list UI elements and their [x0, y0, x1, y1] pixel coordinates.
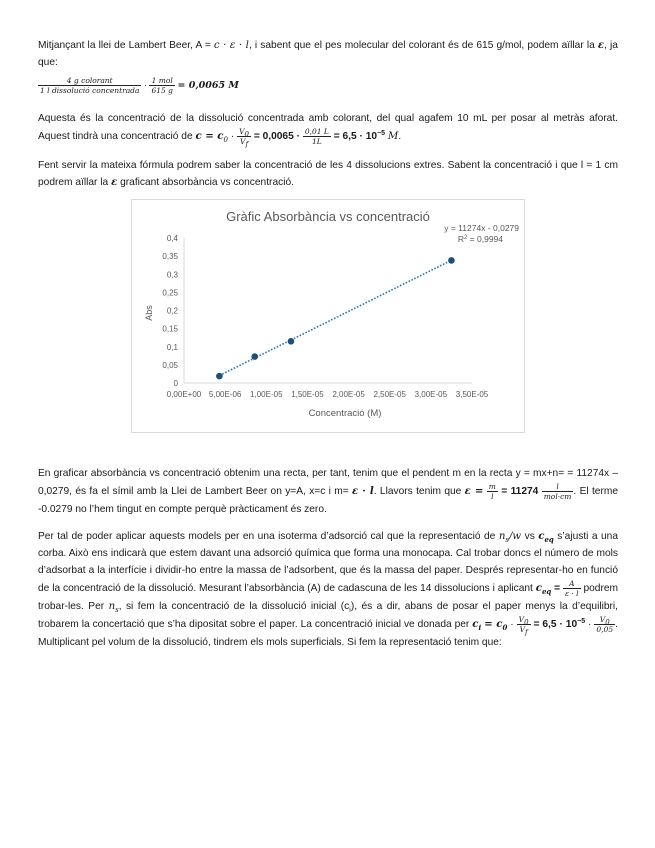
- x-tick-label: 1,50E-05: [291, 390, 324, 399]
- data-point: [448, 257, 455, 264]
- data-point: [216, 373, 223, 380]
- x-tick-label: 5,00E-06: [208, 390, 242, 399]
- y-tick-label: 0,4: [166, 234, 178, 243]
- equation-concentration: $\frac{\text{4 g colorant}}{\text{1 l dissolució concentrada}}$ · $\frac{\text{1 mol}}{615 g}$ = 0,0065 M: [40, 76, 239, 95]
- x-tick-label: 3,50E-05: [455, 390, 489, 399]
- y-tick-label: 0: [173, 379, 178, 388]
- data-point: [251, 353, 258, 360]
- trendline-equation: y = 11274x - 0,0279: [444, 223, 519, 233]
- y-tick-label: 0,2: [166, 306, 178, 316]
- fraction-a-over-eps-l: $\frac{A}{\varepsilon \cdot l}$: [565, 579, 579, 598]
- y-tick-label: 0,05: [162, 360, 178, 370]
- data-point: [288, 338, 295, 345]
- x-axis-label: Concentració (M): [308, 408, 382, 419]
- fraction-mol-per-g: $\frac{\text{1 mol}}{615 g}$: [151, 76, 173, 95]
- x-tick-label: 1,00E-05: [250, 390, 283, 399]
- paragraph-adsorption: Per tal de poder aplicar aquests models per en una isoterma d’adsorció cal que la representació de $n_s/w$ vs $c_{eq}$ s’ajusti a una corba. Això ens indicarà que estem davant una adsorció química que forma una monocapa. Cal trobar doncs el número de mols d’adsorbat a la interfície i dividir-ho entre la massa de l’adsorbent, que és la massa del paper. Després representar-ho en funció de la concentració de la dissolució. Mesurant l’absorbància (A) de cadascuna de les 14 dissolucions i aplicant $c_{eq}$ = $\frac{A}{\varepsilon \cdot l}$ podrem trobar-les. Per $n_s$, si fem la concentració de la dissolució inicial $(c_i)$, és a dir, abans de posar el paper menys la d’equilibri, trobarem la concertació que s’ha dipositat sobre el paper. La concentració inicial ve donada per $c_i = c_0$ · $\frac{V_0}{V_f}$ = $6,5 \cdot 10^{-5}$ · $\frac{V_0}{0,05}$ . Multiplicant pel volum de la dissolució, tindrem els mols superficials. Si fem la representació tenim que:: [38, 530, 619, 648]
- y-tick-label: 0,1: [166, 342, 178, 352]
- paragraph-concentrated-solution: Aquesta és la concentració de la dissolució concentrada amb colorant, del qual agafem 10 mL per posar al metràs aforat. Aquest tindrà una concentració de $c = c_0$ · $\frac{V_0}{V_f}$ = 0,0065 · $\frac{0,01 L}{1L}$ = $6,5 \cdot 10^{-5}$ M.: [38, 113, 618, 149]
- chart-title: Gràfic Absorbància vs concentració: [226, 209, 430, 224]
- y-tick-label: 0,35: [162, 252, 178, 262]
- fraction-v0-vf: $\frac{V_0}{V_f}$: [239, 127, 249, 149]
- y-tick-label: 0,15: [162, 324, 178, 334]
- chart-svg: [132, 200, 524, 432]
- x-tick-label: 2,00E-05: [332, 390, 365, 399]
- absorbance-chart: [131, 199, 525, 433]
- fraction-g-per-l: $\frac{\text{4 g colorant}}{\text{1 l dissolució concentrada}}$: [40, 76, 140, 95]
- formula-c-eps-l: c · ε · l: [213, 40, 249, 51]
- fraction-units: $\frac{l}{\text{mol·cm}}$: [543, 482, 572, 501]
- x-tick-label: 2,50E-05: [373, 390, 406, 399]
- paragraph-lambert-beer: Mitjançant la llei de Lambert Beer, A = c · ε · l, i sabent que el pes molecular del colorant és de 615 g/mol, podem aïllar la ε, ja que:: [38, 39, 618, 68]
- x-tick-label: 3,00E-05: [414, 390, 448, 399]
- y-axis-label: Abs: [144, 305, 154, 321]
- paragraph-linear-fit: En graficar absorbància vs concentració obtenim una recta, per tant, tenim que el pendent m en la recta y = mx+n= = 11274x – 0,0279, és fa el símil amb la Llei de Lambert Beer on y=A, x=c i m= ε · l. Llavors tenim que ε = $\frac{m}{l}$ = 11274 $\frac{l}{\text{mol·cm}}$ . El terme -0.0279 no l’hem tingut en compte perquè pràcticament és zero.: [38, 468, 619, 515]
- fraction-m-over-l: $\frac{m}{l}$: [488, 482, 496, 501]
- y-tick-label: 0,3: [166, 270, 178, 280]
- fraction-volumes: $\frac{0,01 L}{1L}$: [304, 127, 329, 146]
- fraction-v0-vf-2: $\frac{V_0}{V_f}$: [518, 615, 529, 637]
- r-squared-label: $R^2 = 0,9994$: [457, 234, 503, 244]
- x-tick-label: 0,00E+00: [166, 390, 202, 399]
- paragraph-extra-solutions: Fent servir la mateixa fórmula podrem saber la concentració de les 4 dissolucions extres. Sabent la concentració i que l = 1 cm podrem aïllar la ε graficant absorbància vs concentració.: [38, 160, 618, 188]
- fraction-v0-over-005: $\frac{V_0}{0,05}$: [596, 615, 614, 634]
- y-tick-label: 0,25: [162, 288, 178, 298]
